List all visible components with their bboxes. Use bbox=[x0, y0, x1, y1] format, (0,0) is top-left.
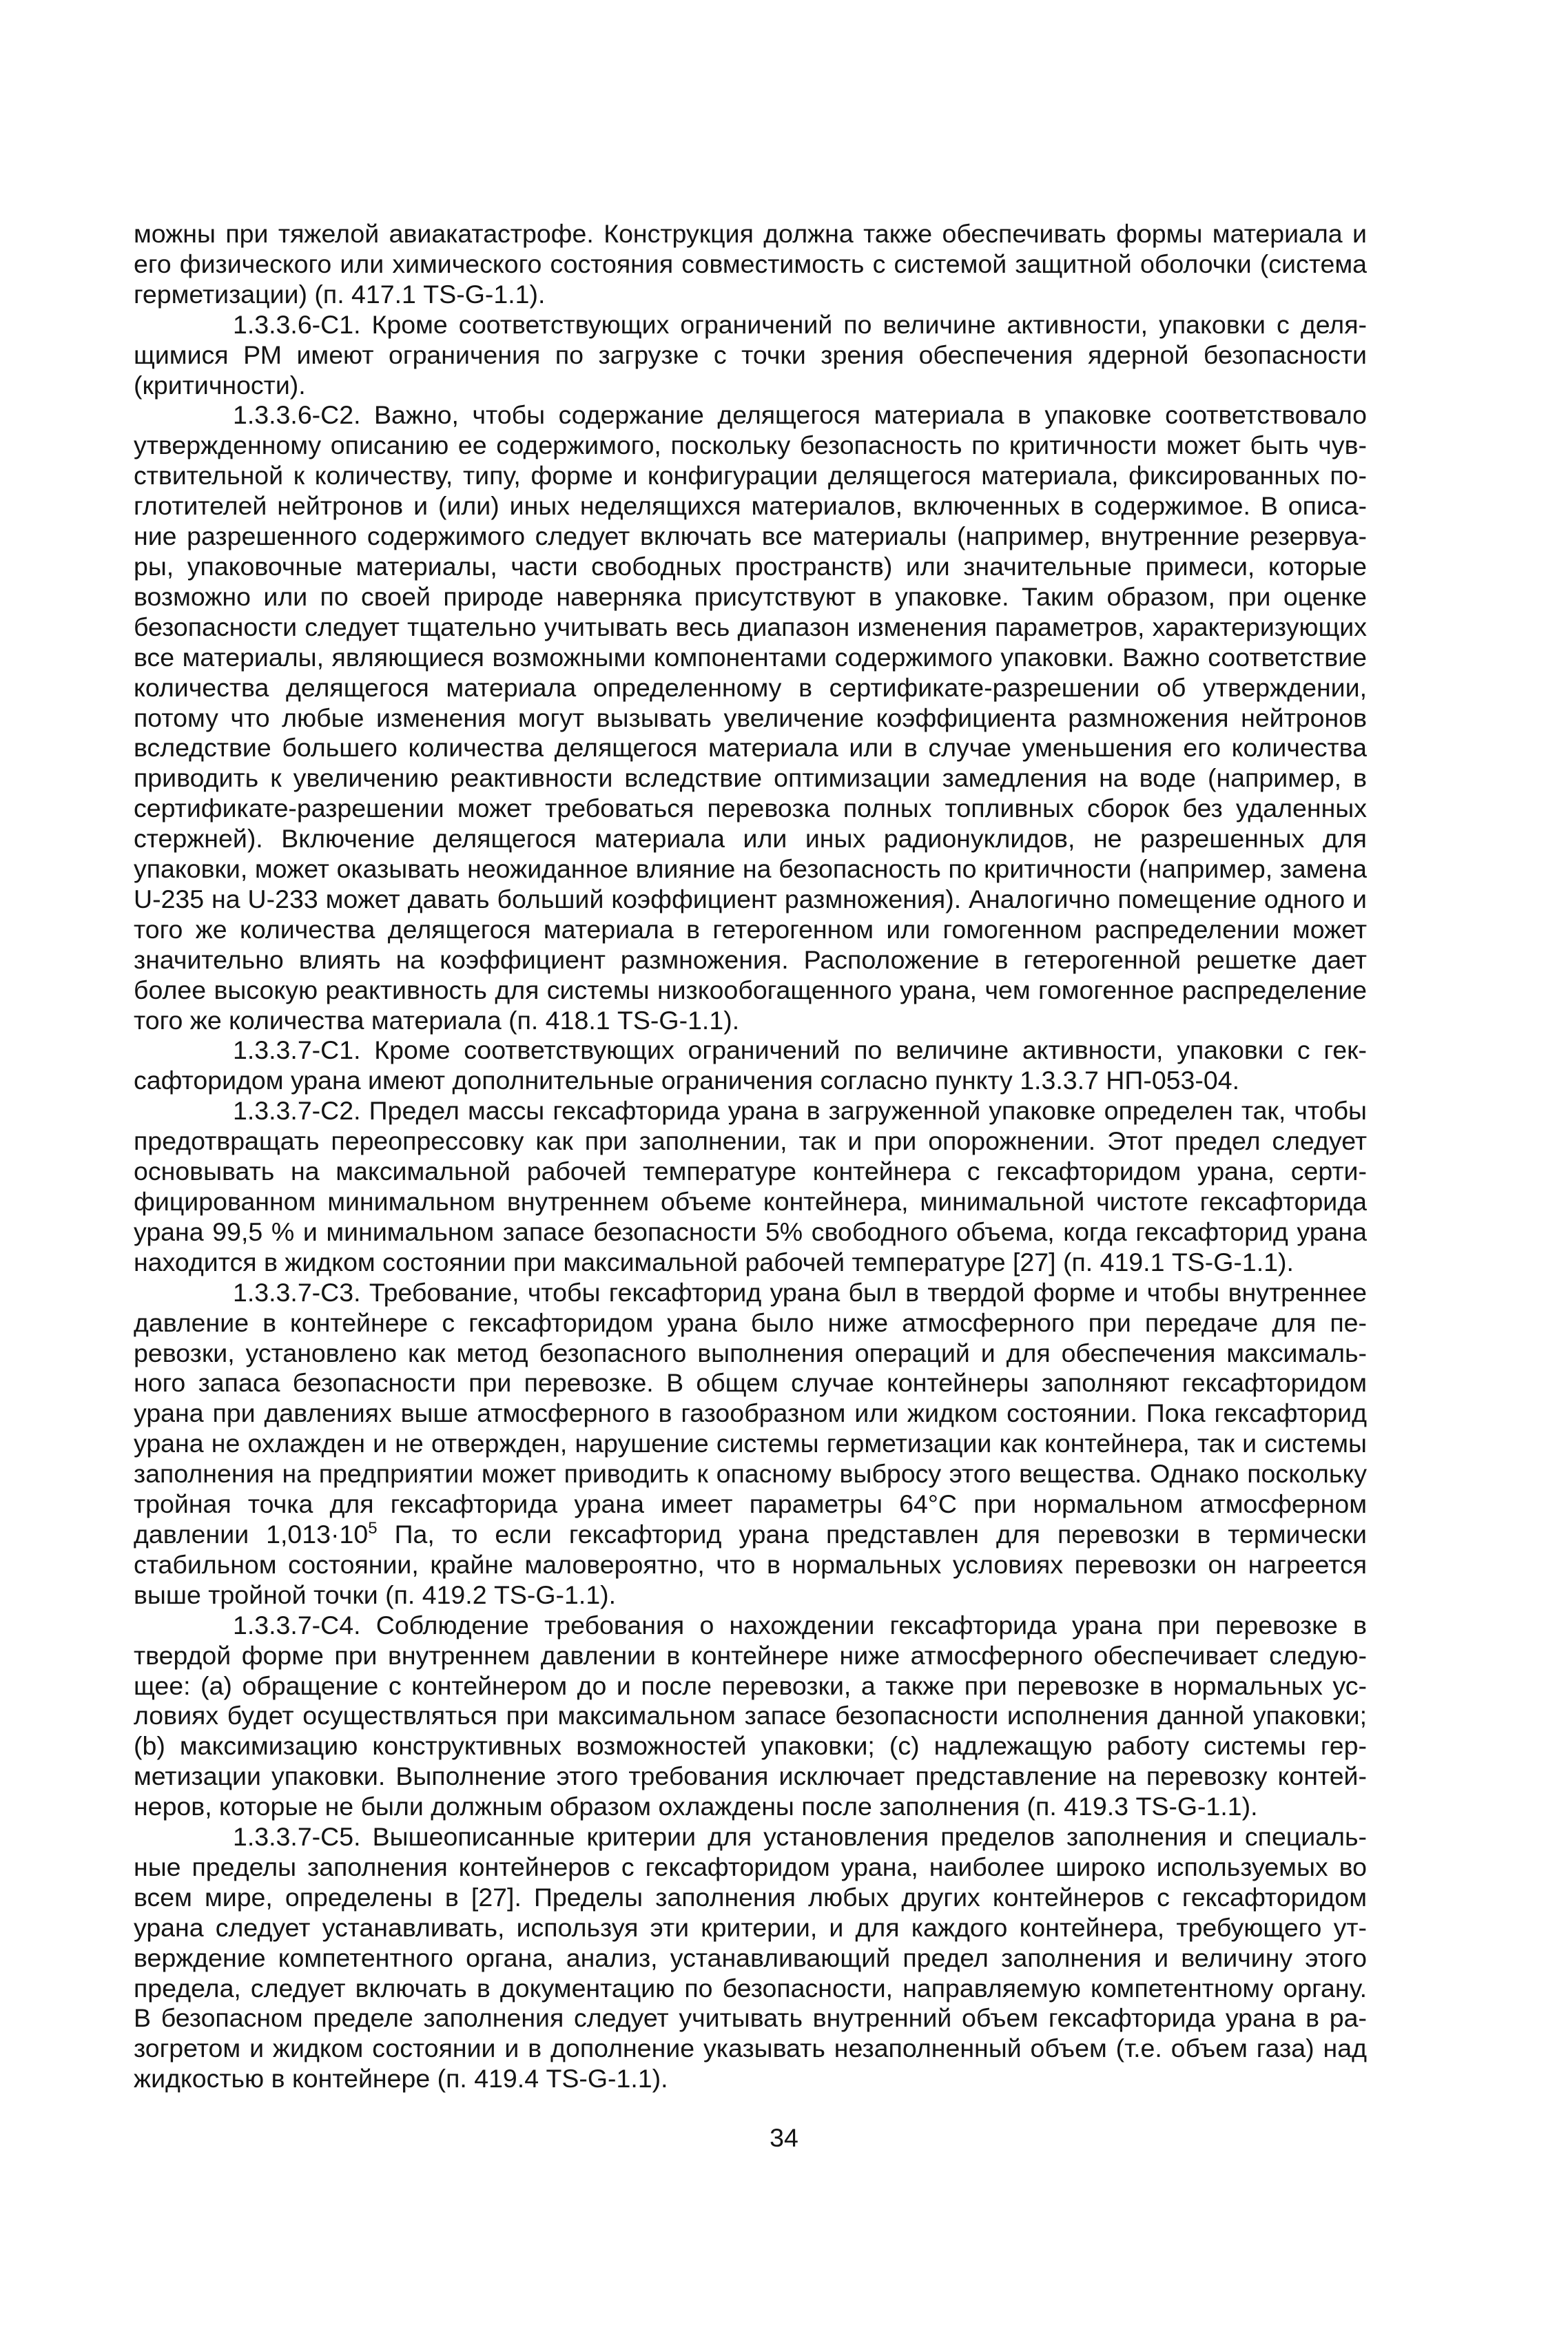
paragraph-text-part: Па, то если гексафторид урана представлен для перевозки в термически стабильном состоянии, крайне маловероятно, что в нормальных условиях перевозки он нагреется выше тройной точки (п. 419.2 TS-G-1.1). bbox=[134, 1519, 1367, 1609]
paragraph: можны при тяжелой авиакатастрофе. Конструкция должна также обеспечивать формы материала и его физического или химического состояния совместимость с системой защитной оболочки (система герметизации) (п. 417.1 TS-G-1.1). bbox=[134, 219, 1367, 309]
paragraph bbox=[134, 1278, 1367, 1611]
document-body bbox=[134, 219, 1367, 2094]
paragraph: 1.3.3.7-С1. Кроме соответствующих ограничений по величине активности, упаковки с гексафторидом урана имеют дополнительные ограничения согласно пункту 1.3.3.7 НП-053-04. bbox=[134, 1035, 1367, 1095]
paragraph: 1.3.3.7-С4. Соблюдение требования о нахождении гексафторида урана при перевозке в твердой форме при внутреннем давлении в контейнере ниже атмосферного обеспечивает следующее: (a) обращение с контейнером до и после перевозки, а также при перевозке в нормальных условиях будет осуществляться при максимальном запасе безопасности исполнения данной упаковки; (b) максимизацию конструктивных возможностей упаковки; (c) надлежащую работу системы герметизации упаковки. Выполнение этого требования исключает представление на перевозку контейнеров, которые не были должным образом охлаждены после заполнения (п. 419.3 TS-G-1.1). bbox=[134, 1610, 1367, 1821]
paragraph: 1.3.3.7-С2. Предел массы гексафторида урана в загруженной упаковке определен так, чтобы предотвращать переопрессовку как при заполнении, так и при опорожнении. Этот предел следует основывать на максимальной рабочей температуре контейнера с гексафторидом урана, сертифицированном минимальном внутреннем объеме контейнера, минимальной чистоте гексафторида урана 99,5 % и минимальном запасе безопасности 5% свободного объема, когда гексафторид урана находится в жидком состоянии при максимальной рабочей температуре [27] (п. 419.1 TS-G-1.1). bbox=[134, 1096, 1367, 1276]
paragraph: 1.3.3.6-С1. Кроме соответствующих ограничений по величине активности, упаковки с делящимися РМ имеют ограничения по загрузке с точки зрения обеспечения ядерной безопасности (критичности). bbox=[134, 309, 1367, 400]
paragraph-text-part: 1.3.3.7-С3. Требование, чтобы гексафторид урана был в твердой форме и чтобы внутреннее давление в контейнере с гексафторидом урана было ниже атмосферного при передаче для перевозки, установлено как метод безопасного выполнения операций и для обеспечения максимального запаса безопасности при перевозке. В общем случае контейнеры заполняют гексафторидом урана при давлениях выше атмосферного в газообразном или жидком состоянии. Пока гексафторид урана не охлажден и не отвержден, нарушение системы герметизации как контейнера, так и системы заполнения на предприятии может приводить к опасному выбросу этого вещества. Однако поскольку тройная точка для гексафторида урана имеет параметры 64°С при нормальном атмосферном давлении 1,013·10 bbox=[134, 1277, 1367, 1549]
page-number: 34 bbox=[770, 2123, 798, 2152]
paragraph: 1.3.3.7-С5. Вышеописанные критерии для установления пределов заполнения и специальные пределы заполнения контейнеров с гексафторидом урана, наиболее широко используемых во всем мире, определены в [27]. Пределы заполнения любых других контейнеров с гексафторидом урана следует устанавливать, используя эти критерии, и для каждого контейнера, требующего утверждение компетентного органа, анализ, устанавливающий предел заполнения и величину этого предела, следует включать в документацию по безопасности, направляемую компетентному органу. В безопасном пределе заполнения следует учитывать внутренний объем гексафторида урана в разогретом и жидком состоянии и в дополнение указывать незаполненный объем (т.е. объем газа) над жидкостью в контейнере (п. 419.4 TS-G-1.1). bbox=[134, 1822, 1367, 2094]
paragraph: 1.3.3.6-С2. Важно, чтобы содержание делящегося материала в упаковке соответствовало утвержденному описанию ее содержимого, поскольку безопасность по критичности может быть чувствительной к количеству, типу, форме и конфигурации делящегося материала, фиксированных поглотителей нейтронов и (или) иных неделящихся материалов, включенных в содержимое. В описание разрешенного содержимого следует включать все материалы (например, внутренние резервуары, упаковочные материалы, части свободных пространств) или значительные примеси, которые возможно или по своей природе наверняка присутствуют в упаковке. Таким образом, при оценке безопасности следует тщательно учитывать весь диапазон изменения параметров, характеризующих все материалы, являющиеся возможными компонентами содержимого упаковки. Важно соответствие количества делящегося материала определенному в сертификате-разрешении об утверждении, потому что любые изменения могут вызывать увеличение коэффициента размножения нейтронов вследствие большего количества делящегося материала или в случае уменьшения его количества приводить к увеличению реактивности вследствие оптимизации замедления на воде (например, в сертификате-разрешении может требоваться перевозка полных топливных сборок без удаленных стержней). Включение делящегося материала или иных радионуклидов, не разрешенных для упаковки, может оказывать неожиданное влияние на безопасность по критичности (например, замена U-235 на U-233 может давать больший коэффициент размножения). Аналогично помещение одного и того же количества делящегося материала в гетерогенном или гомогенном распределении может значительно влиять на коэффициент размножения. Расположение в гетерогенной решетке дает более высокую реактивность для системы низкообогащенного урана, чем гомогенное распределение того же количества материала (п. 418.1 TS-G-1.1). bbox=[134, 400, 1367, 1035]
superscript-exponent: 5 bbox=[368, 1518, 378, 1538]
